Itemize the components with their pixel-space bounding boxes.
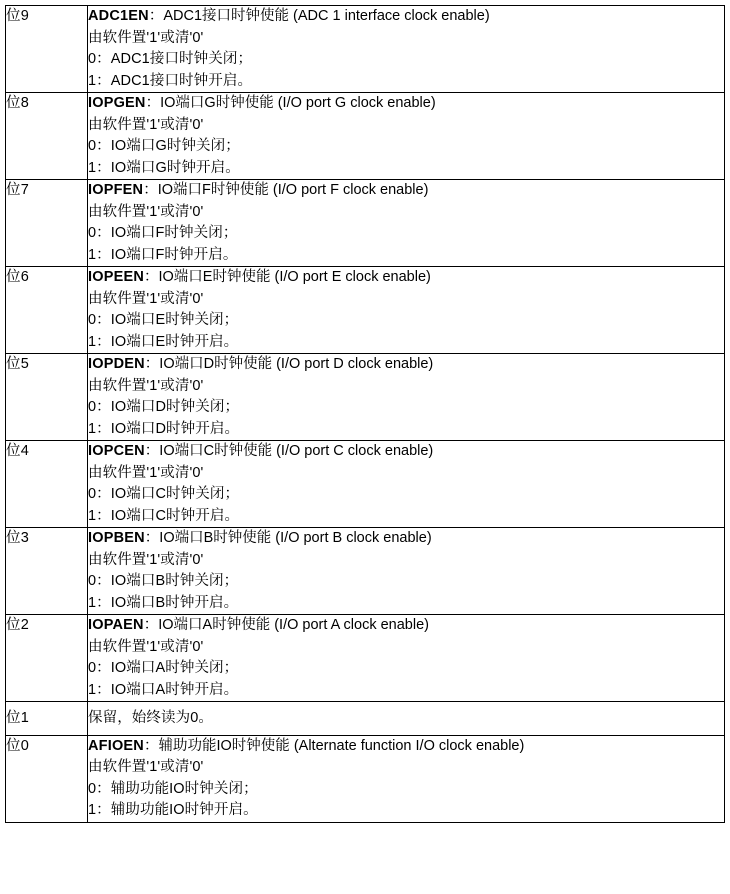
bit-headline xyxy=(88,180,724,202)
table-row xyxy=(6,180,725,267)
software-set-clear-note: 由软件置'1'或清'0' xyxy=(88,377,204,394)
value-zero-description: 0：IO端口E时钟关闭； xyxy=(88,312,239,328)
value-one-description: 1：IO端口D时钟开启。 xyxy=(88,420,240,437)
value-one-description: 1：IO端口F时钟开启。 xyxy=(88,246,238,263)
value-zero-description: 0：辅助功能IO时钟关闭； xyxy=(88,780,258,797)
software-set-clear-note: 由软件置'1'或清'0' xyxy=(88,464,204,481)
value-zero-description: 0：IO端口G时钟关闭； xyxy=(88,138,240,154)
bit-label-cell: 位9 xyxy=(6,6,88,93)
signal-description: IO端口C时钟使能 (I/O port C clock enable) xyxy=(159,443,434,459)
software-set-clear-note: 由软件置'1'或清'0' xyxy=(88,116,204,133)
signal-description: IO端口D时钟使能 (I/O port D clock enable) xyxy=(159,356,434,372)
signal-name: IOPGEN xyxy=(88,95,146,111)
table-row xyxy=(6,267,725,354)
bit-description-cell xyxy=(88,735,725,822)
signal-description: ADC1接口时钟使能 (ADC 1 interface clock enable) xyxy=(163,8,490,24)
value-one-description: 1：IO端口B时钟开启。 xyxy=(88,594,239,611)
bit-headline xyxy=(88,615,724,637)
bit-label-cell: 位5 xyxy=(6,354,88,441)
value-one-description: 1：IO端口C时钟开启。 xyxy=(88,507,240,524)
value-zero-description: 0：IO端口D时钟关闭； xyxy=(88,399,240,415)
name-separator: ： xyxy=(144,269,159,285)
signal-description: 辅助功能IO时钟使能 (Alternate function I/O clock enable) xyxy=(158,737,525,754)
software-set-clear-note: 由软件置'1'或清'0' xyxy=(88,638,204,655)
bit-description-cell xyxy=(88,354,725,441)
value-one-description: 1：辅助功能IO时钟开启。 xyxy=(88,802,258,818)
name-separator: ： xyxy=(145,95,161,111)
table-row xyxy=(6,735,725,822)
bit-headline xyxy=(88,6,724,28)
signal-name: IOPCEN xyxy=(88,443,145,459)
signal-description: IO端口F时钟使能 (I/O port F clock enable) xyxy=(157,182,429,198)
bit-label-cell: 位4 xyxy=(6,441,88,528)
signal-name: IOPDEN xyxy=(88,356,145,372)
name-separator: ： xyxy=(144,443,160,459)
bit-label-cell: 位6 xyxy=(6,267,88,354)
signal-name: IOPAEN xyxy=(88,617,144,633)
value-zero-description: 0：IO端口F时钟关闭； xyxy=(88,225,238,241)
bit-description-cell xyxy=(88,180,725,267)
value-zero-description: 0：ADC1接口时钟关闭； xyxy=(88,51,253,67)
table-row xyxy=(6,6,725,93)
bit-description-cell xyxy=(88,441,725,528)
name-separator: ： xyxy=(143,182,158,198)
table-row xyxy=(6,528,725,615)
software-set-clear-note: 由软件置'1'或清'0' xyxy=(88,759,204,775)
bit-headline xyxy=(88,528,724,550)
bit-label-cell: 位2 xyxy=(6,615,88,702)
name-separator: ： xyxy=(144,530,160,546)
bit-label-cell: 位7 xyxy=(6,180,88,267)
table-row xyxy=(6,702,725,736)
reserved-text: 保留，始终读为0。 xyxy=(88,710,213,726)
bit-label-cell: 位8 xyxy=(6,93,88,180)
bit-label-cell: 位0 xyxy=(6,735,88,822)
software-set-clear-note: 由软件置'1'或清'0' xyxy=(88,290,204,307)
value-one-description: 1：IO端口G时钟开启。 xyxy=(88,159,240,176)
table-row xyxy=(6,441,725,528)
bit-headline xyxy=(88,441,724,463)
signal-name: AFIOEN xyxy=(88,737,144,754)
bit-description-cell xyxy=(88,6,725,93)
signal-name: IOPFEN xyxy=(88,182,144,198)
bit-label-cell: 位1 xyxy=(6,702,88,736)
bit-description-cell xyxy=(88,615,725,702)
register-bit-description-table xyxy=(5,5,725,823)
table-row xyxy=(6,354,725,441)
table-body xyxy=(6,6,725,823)
value-zero-description: 0：IO端口C时钟关闭； xyxy=(88,486,240,502)
name-separator: ： xyxy=(144,356,160,372)
table-row xyxy=(6,615,725,702)
software-set-clear-note: 由软件置'1'或清'0' xyxy=(88,551,204,568)
software-set-clear-note: 由软件置'1'或清'0' xyxy=(88,29,204,46)
bit-description-cell xyxy=(88,702,725,736)
bit-headline xyxy=(88,267,724,289)
bit-description-cell xyxy=(88,267,725,354)
signal-description: IO端口G时钟使能 (I/O port G clock enable) xyxy=(160,95,436,111)
value-zero-description: 0：IO端口A时钟关闭； xyxy=(88,660,239,676)
bit-headline xyxy=(88,736,724,758)
table-row xyxy=(6,93,725,180)
value-zero-description: 0：IO端口B时钟关闭； xyxy=(88,573,239,589)
software-set-clear-note: 由软件置'1'或清'0' xyxy=(88,203,204,220)
value-one-description: 1：ADC1接口时钟开启。 xyxy=(88,72,253,89)
bit-headline xyxy=(88,93,724,115)
signal-name: IOPEEN xyxy=(88,269,144,285)
signal-name: IOPBEN xyxy=(88,530,145,546)
signal-name: ADC1EN xyxy=(88,8,149,24)
name-separator: ： xyxy=(148,8,164,24)
bit-description-cell xyxy=(88,528,725,615)
value-one-description: 1：IO端口A时钟开启。 xyxy=(88,681,239,698)
name-separator: ： xyxy=(143,617,159,633)
signal-description: IO端口A时钟使能 (I/O port A clock enable) xyxy=(158,617,429,633)
bit-headline xyxy=(88,354,724,376)
signal-description: IO端口E时钟使能 (I/O port E clock enable) xyxy=(158,269,431,285)
bit-description-cell xyxy=(88,93,725,180)
signal-description: IO端口B时钟使能 (I/O port B clock enable) xyxy=(159,530,432,546)
bit-label-cell: 位3 xyxy=(6,528,88,615)
value-one-description: 1：IO端口E时钟开启。 xyxy=(88,333,239,350)
name-separator: ： xyxy=(143,737,159,754)
